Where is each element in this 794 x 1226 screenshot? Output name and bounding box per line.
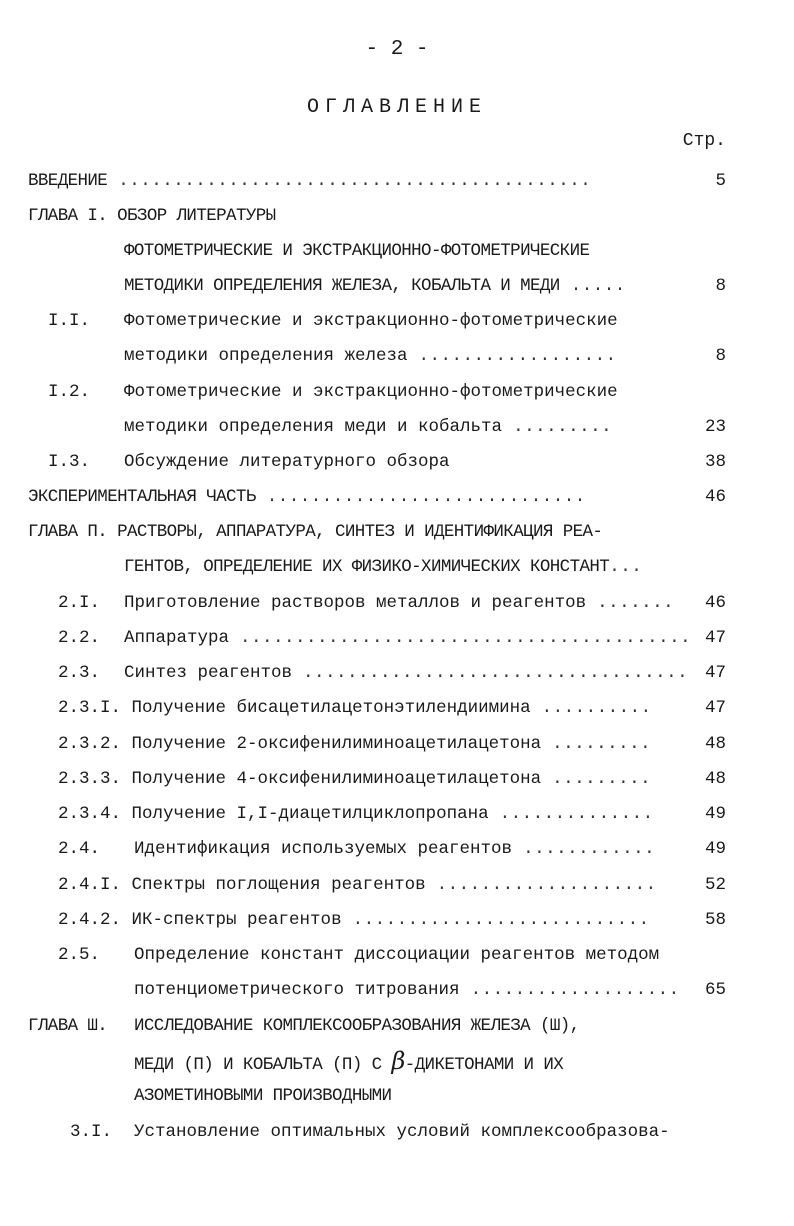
toc-entry-chapter-1 <box>28 205 276 227</box>
toc-entry-2-3-2 <box>58 733 651 755</box>
toc-entry-number: 2.5. <box>58 945 101 965</box>
toc-entry-2-1 <box>124 592 674 614</box>
toc-entry-text: потенциометрического титрования <box>134 980 460 1000</box>
toc-page-number: 49 <box>704 804 726 824</box>
leader-dots: ......... <box>541 734 652 754</box>
leader-dots: ... <box>609 557 643 577</box>
toc-entry-text: МЕТОДИКИ ОПРЕДЕЛЕНИЯ ЖЕЛЕЗА, КОБАЛЬТА И МЕДИ <box>124 276 560 296</box>
toc-entry-text: Фотометрические и экстракционно-фотометрические <box>124 382 618 402</box>
toc-entry-number: 2.3.4. <box>58 804 122 824</box>
toc-page-number: 48 <box>704 734 726 754</box>
toc-entry-text: Получение I,I-диацетилциклопропана <box>131 804 489 824</box>
page-number: - 2 - <box>365 38 429 61</box>
toc-entry-number: 2.2. <box>58 628 101 648</box>
toc-entry-2-3-4 <box>58 803 654 825</box>
toc-entry-2-4-1 <box>58 874 657 896</box>
toc-entry-number: I.I. <box>48 311 91 331</box>
toc-entry-number: 2.I. <box>58 593 101 613</box>
toc-entry-2-2 <box>124 627 691 649</box>
leader-dots: ..... <box>559 276 626 296</box>
toc-page-number: 52 <box>704 875 726 895</box>
toc-entry-text: Синтез реагентов <box>124 663 293 683</box>
toc-entry-number: 2.4.2. <box>58 910 122 930</box>
toc-entry-text: Получение бисацетилацетонэтилендиимина <box>131 698 531 718</box>
page-column-header: Стр. <box>682 131 726 151</box>
toc-entry-2-5-line2 <box>134 979 680 1001</box>
toc-entry-text: методики определения меди и кобальта <box>124 417 503 437</box>
toc-page-number: 65 <box>704 980 726 1000</box>
toc-entry-text: ВВЕДЕНИЕ <box>28 171 108 191</box>
leader-dots: ................................... <box>292 663 689 683</box>
toc-page-number: 46 <box>704 487 726 507</box>
toc-entry-text: ГЕНТОВ, ОПРЕДЕЛЕНИЕ ИХ ФИЗИКО-ХИМИЧЕСКИХ КОНСТАНТ <box>124 557 610 577</box>
toc-entry-1-1-line2 <box>124 345 617 367</box>
toc-entry-2-3 <box>124 662 688 684</box>
toc-entry-text: Обсуждение литературного обзора <box>124 452 450 472</box>
toc-entry-text: Получение 2-оксифенилиминоацетилацетона <box>131 734 542 754</box>
toc-entry-number: 3.I. <box>70 1122 113 1142</box>
toc-entry-text: ИССЛЕДОВАНИЕ КОМПЛЕКСООБРАЗОВАНИЯ ЖЕЛЕЗА (Ш), <box>134 1016 580 1036</box>
toc-entry-text: Спектры поглощения реагентов <box>131 875 426 895</box>
toc-page-number: 5 <box>715 171 726 191</box>
leader-dots: ........................... <box>341 910 650 930</box>
toc-entry-text-after: -ДИКЕТОНАМИ И ИХ <box>404 1055 564 1075</box>
toc-entry-text: ФОТОМЕТРИЧЕСКИЕ И ЭКСТРАКЦИОННО-ФОТОМЕТРИЧЕСКИЕ <box>124 241 590 261</box>
toc-entry-2-4-2 <box>58 909 650 931</box>
toc-entry-number: 2.3.I. <box>58 698 122 718</box>
toc-entry-chapter-1-line3 <box>124 275 626 297</box>
toc-page-number: 47 <box>704 663 726 683</box>
toc-page-number: 58 <box>704 910 726 930</box>
leader-dots: ......................................... <box>229 628 692 648</box>
toc-entry-number: ГЛАВА I. <box>28 206 108 226</box>
leader-dots: ............ <box>512 839 656 859</box>
leader-dots: .............. <box>488 804 654 824</box>
toc-entry-text: Идентификация используемых реагентов <box>134 839 513 859</box>
leader-dots: ......... <box>541 769 652 789</box>
toc-entry-2-4 <box>134 838 655 860</box>
toc-entry-number: 2.3.2. <box>58 734 122 754</box>
leader-dots: ....... <box>586 593 675 613</box>
beta-symbol: β <box>391 1047 405 1075</box>
toc-entry-text: Определение констант диссоциации реагентов методом <box>134 945 660 965</box>
toc-entry-1-2-line2 <box>124 416 612 438</box>
toc-entry-2-3-3 <box>58 768 651 790</box>
leader-dots: ............................. <box>255 487 586 507</box>
leader-dots: .................. <box>407 346 617 366</box>
toc-page-number: 8 <box>715 346 726 366</box>
toc-entry-text: Получение 4-оксифенилиминоацетилацетона <box>131 769 542 789</box>
leader-dots: .................... <box>425 875 657 895</box>
toc-page-number: 38 <box>704 452 726 472</box>
toc-entry-introduction <box>28 170 591 192</box>
toc-entry-chapter-3-number: ГЛАВА Ш. <box>28 1016 108 1036</box>
toc-page-number: 47 <box>704 698 726 718</box>
toc-entry-number: 2.4. <box>58 839 101 859</box>
toc-entry-chapter-3-line2 <box>134 1047 564 1076</box>
toc-page-number: 23 <box>704 417 726 437</box>
toc-page-number: 8 <box>715 276 726 296</box>
leader-dots: ......... <box>502 417 613 437</box>
leader-dots: ................... <box>459 980 680 1000</box>
page-title: ОГЛАВЛЕНИЕ <box>306 96 488 119</box>
toc-entry-experimental <box>28 486 586 508</box>
leader-dots: .......... <box>530 698 652 718</box>
toc-entry-number: ГЛАВА П. <box>28 522 108 542</box>
toc-entry-number: I.2. <box>48 382 91 402</box>
toc-page-number: 49 <box>704 839 726 859</box>
toc-entry-number: I.3. <box>48 452 91 472</box>
toc-entry-text: Фотометрические и экстракционно-фотометрические <box>124 311 618 331</box>
toc-entry-chapter-2 <box>28 521 602 543</box>
toc-entry-number: 2.3.3. <box>58 769 122 789</box>
toc-entry-text: РАСТВОРЫ, АППАРАТУРА, СИНТЕЗ И ИДЕНТИФИКАЦИЯ РЕА- <box>117 522 603 542</box>
toc-entry-number: 2.4.I. <box>58 875 122 895</box>
toc-entry-text: МЕДИ (П) И КОБАЛЬТА (П) С <box>134 1055 382 1075</box>
toc-page-number: 48 <box>704 769 726 789</box>
toc-page-number: 46 <box>704 593 726 613</box>
toc-entry-text: ИК-спектры реагентов <box>131 910 342 930</box>
toc-page-number: 47 <box>704 628 726 648</box>
toc-entry-text: методики определения железа <box>124 346 408 366</box>
toc-entry-text: ЭКСПЕРИМЕНТАЛЬНАЯ ЧАСТЬ <box>28 487 256 507</box>
toc-entry-chapter-1-line2 <box>124 240 589 262</box>
toc-entry-text: АЗОМЕТИНОВЫМИ ПРОИЗВОДНЫМИ <box>134 1086 392 1106</box>
toc-entry-text: ОБЗОР ЛИТЕРАТУРЫ <box>117 206 276 226</box>
toc-entry-number: 2.3. <box>58 663 101 683</box>
toc-entry-chapter-2-line2 <box>124 556 642 578</box>
toc-entry-text: Установление оптимальных условий комплексообразова- <box>134 1122 670 1142</box>
leader-dots: ........................................... <box>107 171 592 191</box>
toc-entry-2-3-1 <box>58 697 652 719</box>
toc-entry-text: Приготовление растворов металлов и реагентов <box>124 593 587 613</box>
toc-entry-text: Аппаратура <box>124 628 230 648</box>
